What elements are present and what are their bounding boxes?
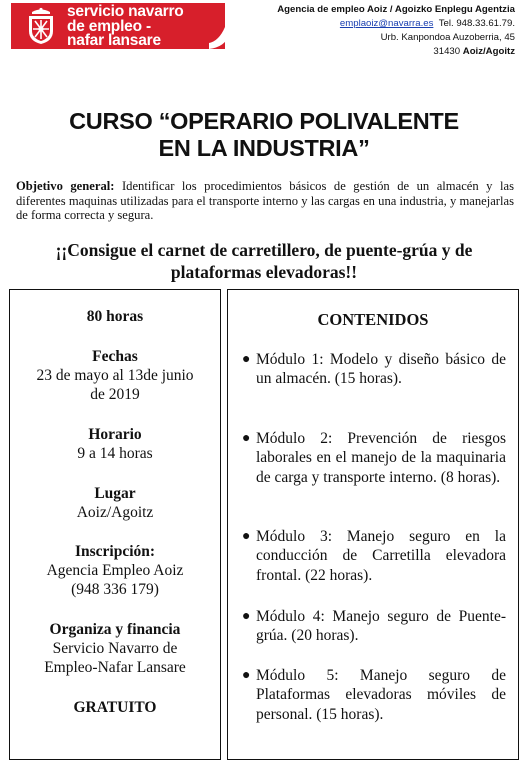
course-details-box	[9, 289, 221, 760]
contents-heading: CONTENIDOS	[317, 310, 429, 329]
module-item: Módulo 3: Manejo seguro en la conducción de Carretilla elevadora frontal. (22 horas).	[256, 528, 506, 584]
place-label: Lugar	[94, 485, 136, 502]
logo-line-1: servicio navarro	[67, 3, 184, 20]
address-line: Urb. Kanpondoa Auzoberria, 45	[380, 32, 515, 43]
logo-line-3: nafar lansare	[67, 32, 161, 49]
schedule-value: 9 a 14 horas	[77, 445, 153, 462]
dates-label: Fechas	[92, 348, 138, 365]
course-title-line-2: EN LA INDUSTRIA”	[158, 135, 370, 161]
navarra-shield-icon	[25, 7, 57, 45]
module-item: Módulo 4: Manejo seguro de Puente-grúa. (20 horas).	[256, 608, 506, 645]
organizer-line-1: Servicio Navarro de	[52, 640, 178, 657]
logo-banner	[11, 3, 225, 49]
objective-paragraph	[16, 179, 514, 223]
module-item: Módulo 1: Modelo y diseño básico de un almacén. (15 horas).	[256, 351, 506, 388]
contact-line	[277, 17, 515, 31]
slogan-line-2: plataformas elevadoras!!	[170, 262, 358, 282]
town-name: Aoiz/Agoitz	[462, 46, 515, 57]
logo-swoosh-icon	[209, 13, 237, 49]
bullet-icon: ●	[242, 668, 251, 683]
registration-phone: (948 336 179)	[71, 581, 159, 598]
bullet-icon: ●	[242, 352, 251, 367]
bullet-icon: ●	[242, 609, 251, 624]
slogan	[0, 239, 528, 283]
contents-box	[227, 289, 519, 760]
course-hours: 80 horas	[86, 308, 144, 325]
agency-name: Agencia de empleo Aoiz / Agoizko Enplegu Agentzia	[277, 4, 515, 15]
module-item: Módulo 2: Prevención de riesgos laborales en el manejo de la maquinaria de carga y transporte interno. (8 horas).	[256, 430, 506, 486]
email-link[interactable]: emplaoiz@navarra.es	[339, 18, 434, 29]
objective-label: Objetivo general:	[16, 179, 115, 193]
place-value: Aoiz/Agoitz	[76, 504, 154, 521]
registration-line-1: Agencia Empleo Aoiz	[46, 562, 184, 579]
price-label: GRATUITO	[73, 699, 157, 716]
slogan-line-1: ¡¡Consigue el carnet de carretillero, de puente-grúa y de	[55, 240, 473, 260]
course-title	[0, 108, 528, 162]
organizer-label: Organiza y financia	[49, 621, 181, 638]
registration-label: Inscripción:	[74, 543, 156, 560]
phone-number: Tel. 948.33.61.79.	[438, 18, 515, 29]
objective-text: Identificar los procedimientos básicos de gestión de un almacén y las diferentes maquinas utilizadas para el transporte interno y las cargas en una industria, y manejarlas de forma correcta y segura.	[16, 179, 514, 223]
dates-line-2: de 2019	[90, 386, 140, 403]
postcode: 31430	[433, 46, 461, 57]
town-line	[277, 45, 515, 59]
contact-block	[277, 3, 515, 59]
organizer-line-2: Empleo-Nafar Lansare	[44, 659, 186, 676]
module-item: Módulo 5: Manejo seguro de Plataformas elevadoras móviles de personal. (15 horas).	[256, 667, 506, 723]
bullet-icon: ●	[242, 431, 251, 446]
logo-text	[67, 5, 184, 49]
dates-line-1: 23 de mayo al 13de junio	[36, 367, 194, 384]
logo-line-2: de empleo -	[67, 17, 151, 35]
bullet-icon: ●	[242, 529, 251, 544]
course-title-line-1: CURSO “OPERARIO POLIVALENTE	[69, 108, 459, 134]
schedule-label: Horario	[88, 426, 142, 443]
